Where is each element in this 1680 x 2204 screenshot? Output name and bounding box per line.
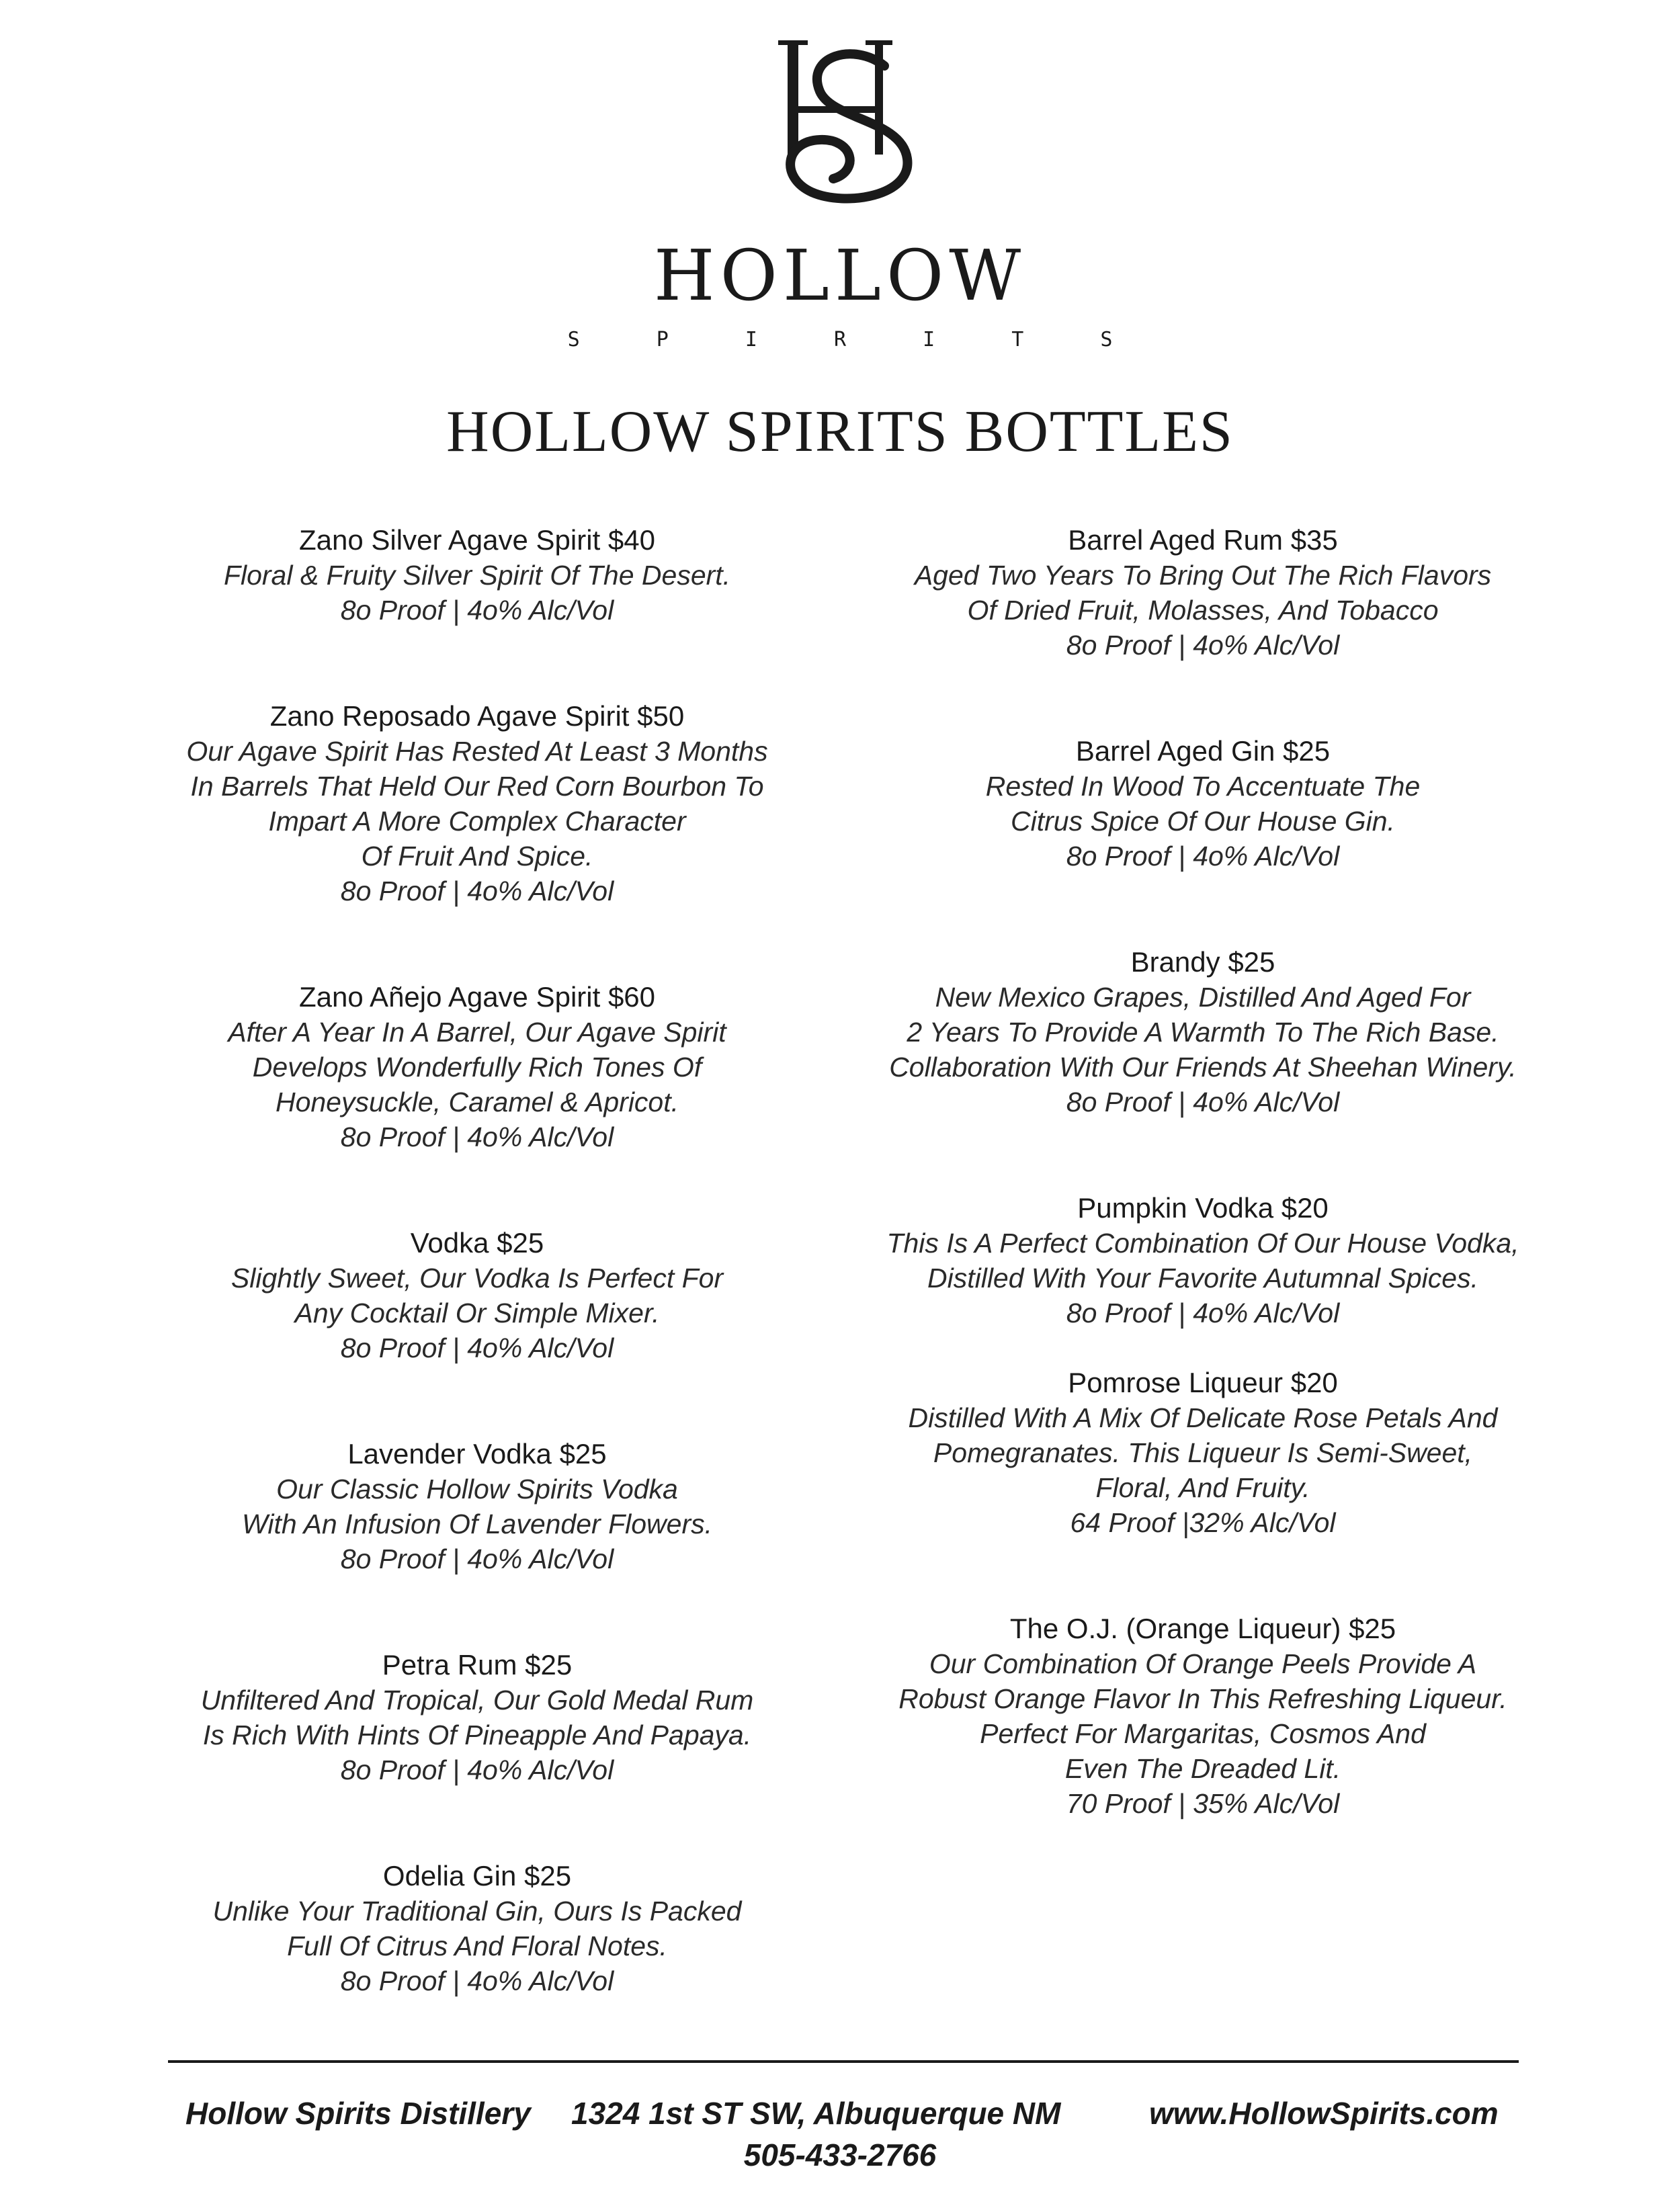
item-description: Citrus Spice Of Our House Gin. [1011, 806, 1395, 837]
item-description: Rested In Wood To Accentuate The [985, 771, 1421, 802]
item-name: Pumpkin Vodka $20 [1077, 1192, 1329, 1224]
item-description: Our Combination Of Orange Peels Provide A [929, 1648, 1477, 1679]
item-proof: 8o Proof | 4o% Alc/Vol [340, 1965, 614, 1996]
item-description: Slightly Sweet, Our Vodka Is Perfect For [230, 1263, 724, 1294]
brand-subtitle: S P I R I T S [567, 328, 1145, 351]
item-description: Pomegranates. This Liqueur Is Semi-Sweet, [933, 1437, 1473, 1468]
item-proof: 8o Proof | 4o% Alc/Vol [340, 1543, 614, 1574]
menu-item [840, 1365, 1566, 1540]
item-name: Zano Silver Agave Spirit $40 [299, 524, 655, 556]
item-name: Vodka $25 [410, 1227, 544, 1259]
item-description: After A Year In A Barrel, Our Agave Spirit [228, 1017, 726, 1048]
hs-monogram-logo [753, 27, 927, 208]
item-description: Unlike Your Traditional Gin, Ours Is Packed [212, 1896, 742, 1926]
item-description: Floral, And Fruity. [1095, 1472, 1310, 1503]
item-description: 2 Years To Provide A Warmth To The Rich Base. [907, 1017, 1499, 1048]
item-description: Of Fruit And Spice. [361, 841, 593, 872]
menu-item [134, 523, 820, 628]
item-proof: 8o Proof | 4o% Alc/Vol [340, 1121, 614, 1152]
footer-divider [168, 2060, 1519, 2063]
menu-item [840, 734, 1566, 874]
item-description: Any Cocktail Or Simple Mixer. [294, 1298, 660, 1328]
item-description: With An Infusion Of Lavender Flowers. [242, 1509, 712, 1539]
item-description: Unfiltered And Tropical, Our Gold Medal Rum [200, 1685, 754, 1715]
item-proof: 70 Proof | 35% Alc/Vol [1066, 1788, 1340, 1819]
item-description: Even The Dreaded Lit. [1064, 1753, 1341, 1784]
footer-phone[interactable]: 505-433-2766 [743, 2137, 937, 2172]
item-description: Our Agave Spirit Has Rested At Least 3 Months [186, 736, 768, 767]
menu-item [840, 1611, 1566, 1821]
menu-item [840, 945, 1566, 1119]
brand-name: HOLLOW [653, 235, 1027, 316]
item-description: Honeysuckle, Caramel & Apricot. [275, 1087, 679, 1117]
footer [0, 2095, 1680, 2135]
menu-item [134, 699, 820, 908]
item-name: Petra Rum $25 [382, 1649, 573, 1681]
item-description: New Mexico Grapes, Distilled And Aged For [935, 982, 1471, 1013]
item-description: Robust Orange Flavor In This Refreshing Liqueur. [898, 1683, 1507, 1714]
item-proof: 8o Proof | 4o% Alc/Vol [1066, 841, 1340, 872]
item-description: Floral & Fruity Silver Spirit Of The Desert. [223, 560, 731, 591]
item-name: Odelia Gin $25 [382, 1860, 572, 1892]
item-description: Aged Two Years To Bring Out The Rich Flavors [914, 560, 1492, 591]
menu-item [134, 1226, 820, 1365]
item-name: Barrel Aged Gin $25 [1075, 735, 1331, 767]
item-description: Of Dried Fruit, Molasses, And Tobacco [967, 595, 1439, 626]
item-proof: 8o Proof | 4o% Alc/Vol [1066, 630, 1340, 661]
footer-address: 1324 1st ST SW, Albuquerque NM [571, 2096, 1061, 2131]
item-description: Impart A More Complex Character [268, 806, 686, 837]
item-proof: 8o Proof | 4o% Alc/Vol [1066, 1087, 1340, 1117]
right-column [840, 523, 1566, 1821]
footer-website-link[interactable]: www.HollowSpirits.com [1149, 2096, 1499, 2131]
item-description: Full Of Citrus And Floral Notes. [287, 1931, 667, 1961]
item-name: Barrel Aged Rum $35 [1068, 524, 1338, 556]
item-name: Pomrose Liqueur $20 [1068, 1367, 1338, 1398]
footer-distillery-name: Hollow Spirits Distillery [185, 2096, 531, 2131]
item-proof: 8o Proof | 4o% Alc/Vol [340, 1332, 614, 1363]
menu-item [134, 980, 820, 1154]
item-description: Our Classic Hollow Spirits Vodka [276, 1474, 678, 1504]
item-description: This Is A Perfect Combination Of Our House Vodka, [886, 1228, 1519, 1259]
brand-logo [0, 27, 1680, 351]
item-description: Distilled With A Mix Of Delicate Rose Petals And [908, 1402, 1498, 1433]
item-description: Perfect For Margaritas, Cosmos And [980, 1718, 1426, 1749]
item-description: Is Rich With Hints Of Pineapple And Papaya. [202, 1720, 752, 1750]
item-name: Zano Añejo Agave Spirit $60 [298, 981, 656, 1013]
item-proof: 64 Proof |32% Alc/Vol [1070, 1507, 1336, 1538]
item-name: Brandy $25 [1130, 946, 1275, 978]
page-title: HOLLOW SPIRITS BOTTLES [446, 399, 1234, 464]
item-description: In Barrels That Held Our Red Corn Bourbon To [190, 771, 764, 802]
item-proof: 8o Proof | 4o% Alc/Vol [340, 876, 614, 906]
item-description: Distilled With Your Favorite Autumnal Spices. [927, 1263, 1478, 1294]
menu-item [134, 1648, 820, 1787]
item-name: Zano Reposado Agave Spirit $50 [269, 700, 685, 732]
menu-item [134, 1437, 820, 1576]
menu-item [134, 1859, 820, 1998]
menu-item [840, 523, 1566, 663]
item-proof: 8o Proof | 4o% Alc/Vol [1066, 1298, 1340, 1328]
menu-item [840, 1191, 1566, 1330]
item-name: Lavender Vodka $25 [347, 1438, 607, 1470]
item-proof: 8o Proof | 4o% Alc/Vol [340, 595, 614, 626]
item-proof: 8o Proof | 4o% Alc/Vol [340, 1754, 614, 1785]
item-description: Develops Wonderfully Rich Tones Of [252, 1052, 702, 1083]
left-column [134, 523, 820, 1998]
item-name: The O.J. (Orange Liqueur) $25 [1009, 1613, 1396, 1644]
item-description: Collaboration With Our Friends At Sheehan Winery. [889, 1052, 1517, 1083]
